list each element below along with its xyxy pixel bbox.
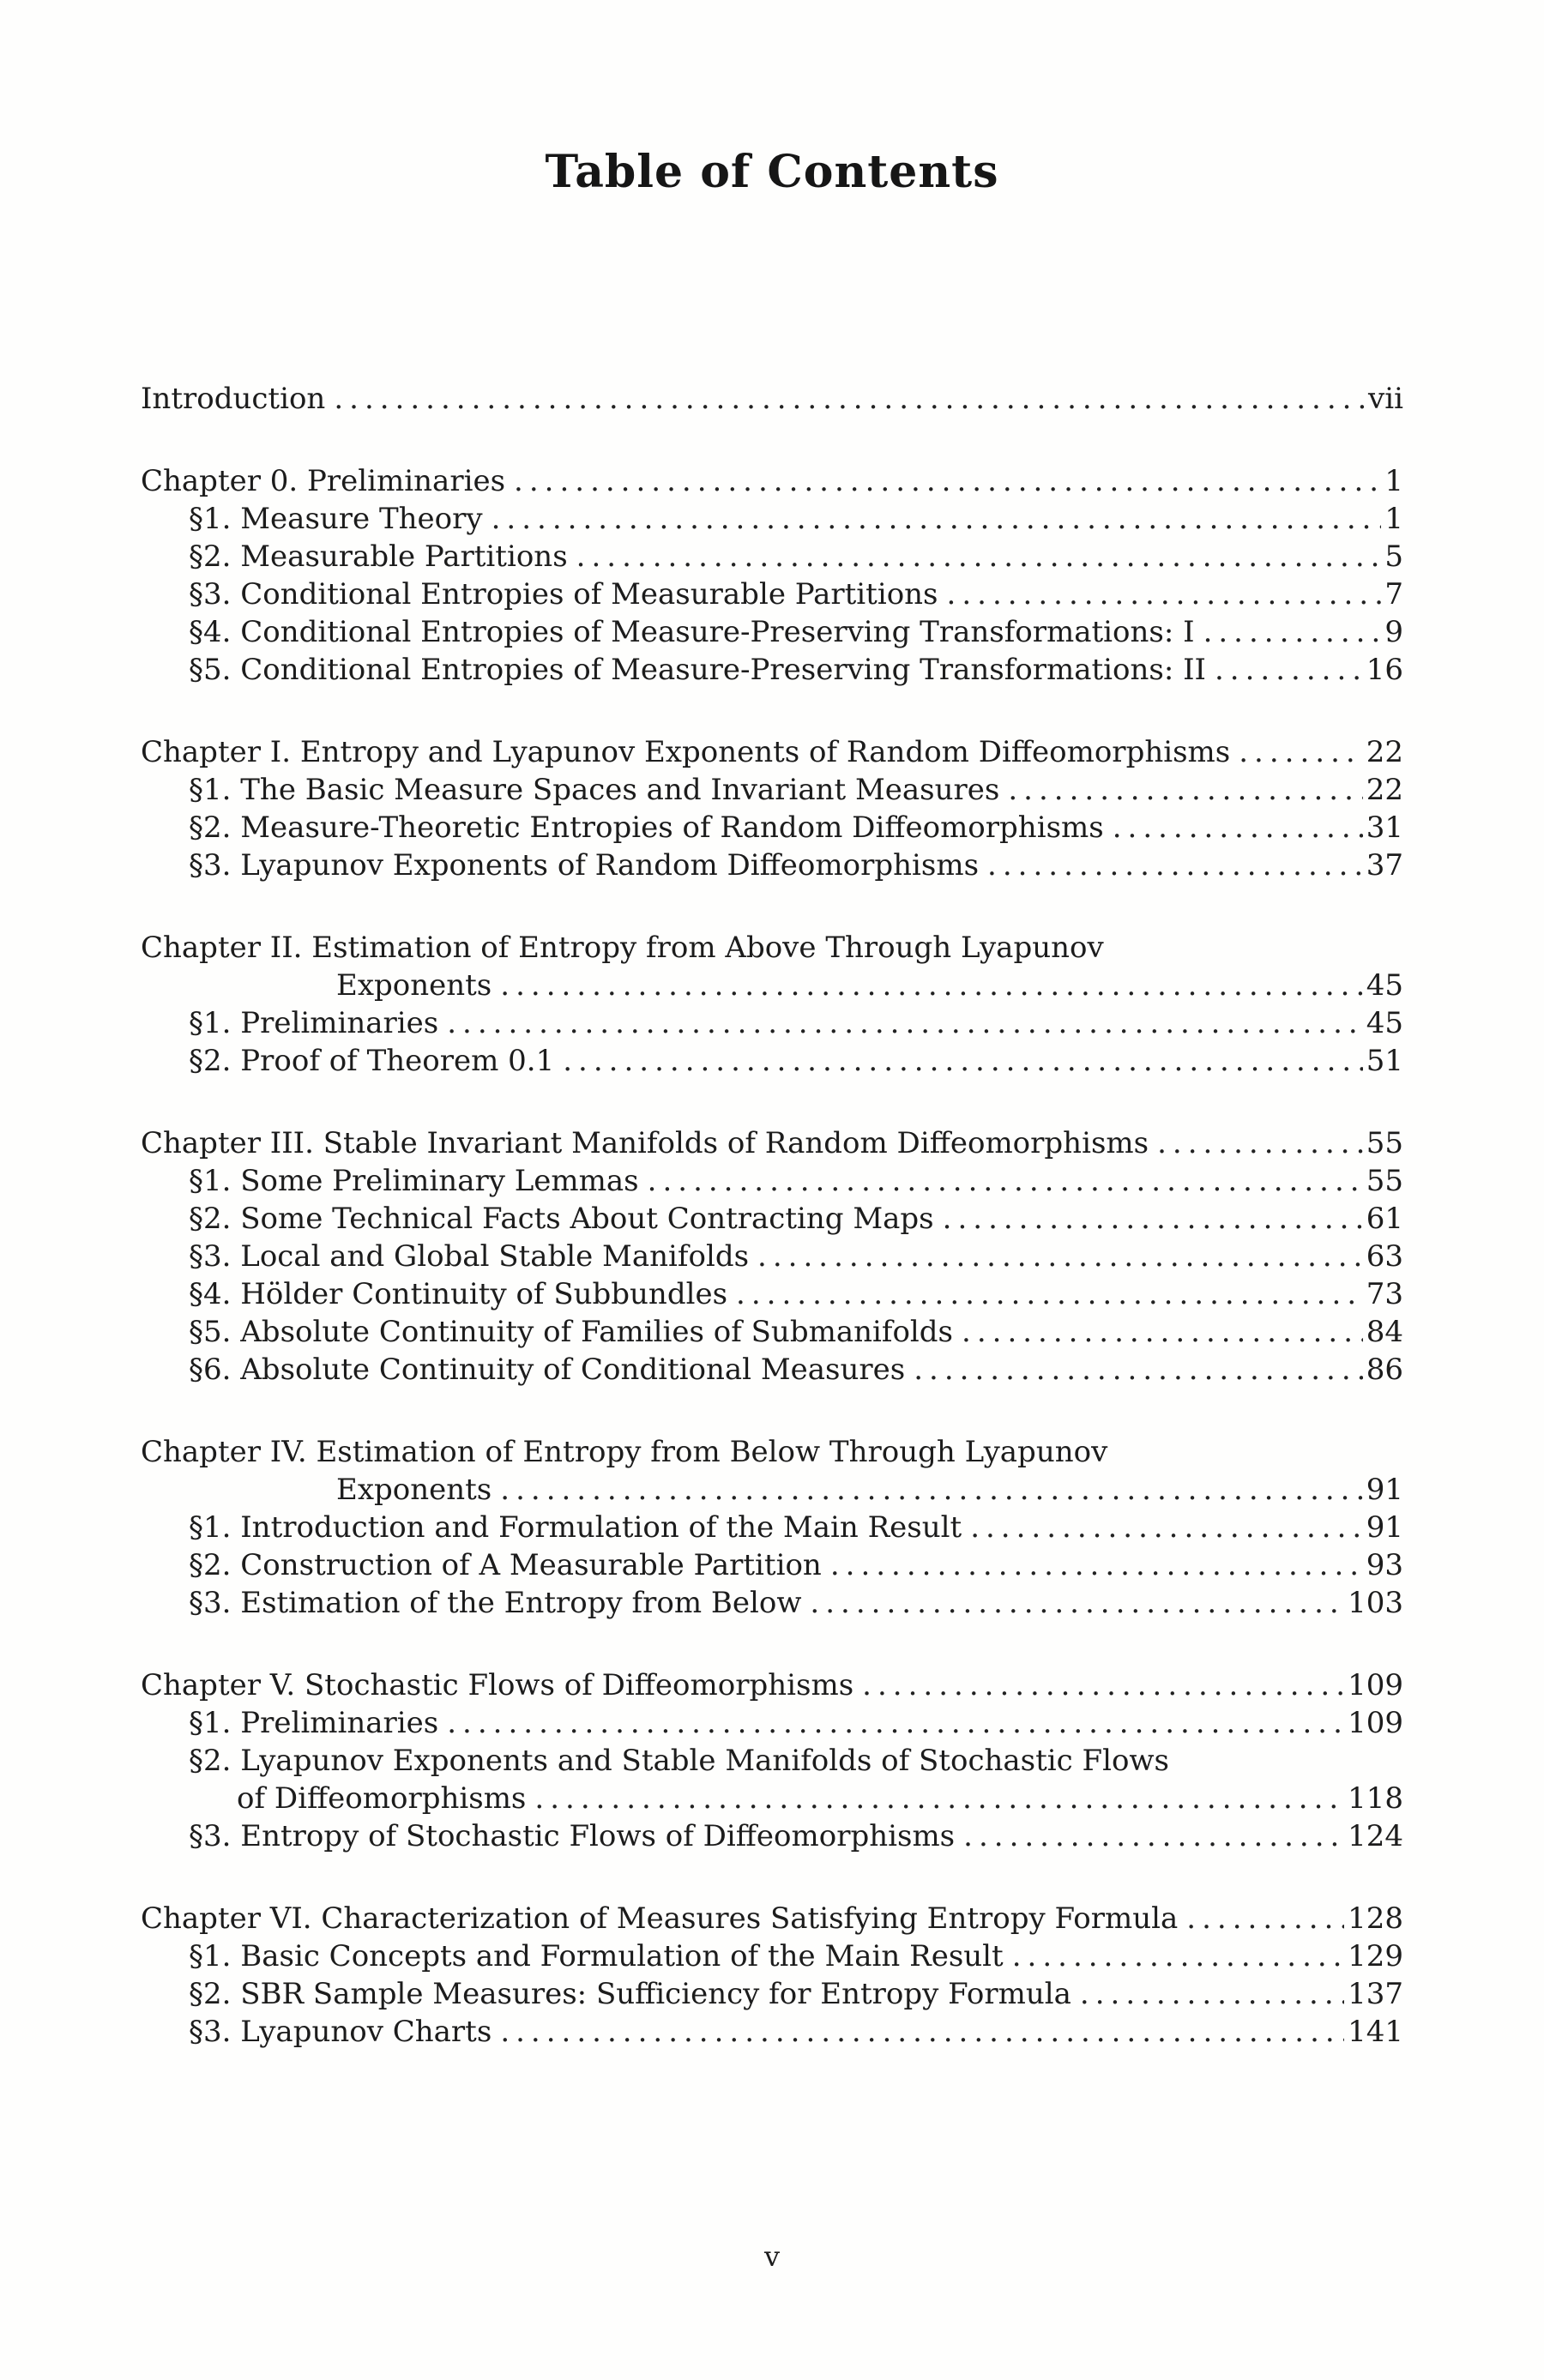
entry-title: §4. Conditional Entropies of Measure-Preserving Transformations: I xyxy=(189,615,1195,649)
entry-page-number: 31 xyxy=(1366,810,1403,845)
entry-title: §2. Lyapunov Exponents and Stable Manifolds of Stochastic Flows xyxy=(189,1744,1169,1778)
entry-page-number: 45 xyxy=(1366,1006,1403,1040)
entry-title: §1. Measure Theory xyxy=(189,502,483,536)
entry-page-number: 84 xyxy=(1366,1315,1403,1349)
toc-entry xyxy=(141,1433,1403,1471)
toc-entry xyxy=(141,1471,1403,1509)
toc-section-entry xyxy=(141,1509,1403,1546)
toc-section-entry xyxy=(141,771,1403,809)
toc-entry xyxy=(141,1780,1403,1817)
entry-title: §1. Introduction and Formulation of the Main Result xyxy=(189,1510,962,1545)
entry-page-number: 63 xyxy=(1366,1239,1403,1274)
dot-leader xyxy=(1239,733,1362,771)
entry-page-number: 1 xyxy=(1384,502,1403,536)
entry-title: Chapter VI. Characterization of Measures Satisfying Entropy Formula xyxy=(141,1901,1179,1936)
entry-page-number: 37 xyxy=(1366,848,1403,883)
toc-entry xyxy=(141,380,1403,418)
dot-leader xyxy=(1215,651,1363,689)
entry-title: Chapter II. Estimation of Entropy from Above Through Lyapunov xyxy=(141,931,1104,965)
toc-section-entry xyxy=(141,1937,1403,1975)
entry-title: §1. Basic Concepts and Formulation of the Main Result xyxy=(189,1939,1004,1973)
toc-entry xyxy=(141,1666,1403,1704)
dot-leader xyxy=(500,967,1362,1004)
entry-page-number: 51 xyxy=(1366,1044,1403,1078)
entry-title: of Diffeomorphisms xyxy=(237,1781,527,1816)
page-title: Table of Contents xyxy=(545,146,999,198)
entry-title: Introduction xyxy=(141,382,326,416)
entry-page-number: 124 xyxy=(1348,1819,1403,1853)
entry-title: §4. Hölder Continuity of Subbundles xyxy=(189,1277,728,1311)
toc-section-entry xyxy=(141,613,1403,651)
dot-leader xyxy=(1157,1124,1363,1162)
toc-section-entry xyxy=(141,1200,1403,1238)
entry-page-number: 103 xyxy=(1348,1586,1403,1620)
toc-section-entry xyxy=(141,1584,1403,1622)
toc-entry xyxy=(141,967,1403,1004)
dot-leader xyxy=(810,1584,1344,1622)
toc-entry xyxy=(141,1900,1403,1937)
entry-page-number: 1 xyxy=(1384,464,1403,498)
dot-leader xyxy=(500,1471,1362,1509)
dot-leader xyxy=(987,847,1363,884)
dot-leader xyxy=(576,538,1382,575)
entry-title: §1. Preliminaries xyxy=(189,1006,439,1040)
dot-leader xyxy=(1113,809,1363,847)
entry-title: Chapter IV. Estimation of Entropy from Below Through Lyapunov xyxy=(141,1435,1108,1469)
dot-leader xyxy=(563,1042,1363,1080)
dot-leader xyxy=(447,1704,1344,1742)
toc-section-entry xyxy=(141,651,1403,689)
dot-leader xyxy=(970,1509,1363,1546)
entry-title: Exponents xyxy=(336,1473,492,1507)
entry-page-number: 55 xyxy=(1366,1164,1403,1198)
footer-page-number: v xyxy=(763,2240,781,2273)
entry-page-number: 91 xyxy=(1366,1473,1403,1507)
dot-leader xyxy=(648,1162,1363,1200)
toc-section-entry xyxy=(141,809,1403,847)
toc-section-entry xyxy=(141,500,1403,538)
dot-leader xyxy=(736,1275,1363,1313)
entry-title: §3. Entropy of Stochastic Flows of Diffeomorphisms xyxy=(189,1819,956,1853)
entry-page-number: 22 xyxy=(1366,773,1403,807)
toc-section-entry xyxy=(141,1704,1403,1742)
dot-leader xyxy=(757,1238,1363,1275)
entry-title: §2. Measurable Partitions xyxy=(189,539,568,574)
dot-leader xyxy=(1186,1900,1344,1937)
dot-leader xyxy=(334,380,1365,418)
entry-title: Chapter V. Stochastic Flows of Diffeomorphisms xyxy=(141,1668,854,1702)
entry-page-number: 73 xyxy=(1366,1277,1403,1311)
entry-page-number: 7 xyxy=(1384,577,1403,612)
toc-section-entry xyxy=(141,1042,1403,1080)
toc-section-entry xyxy=(141,2013,1403,2051)
dot-leader xyxy=(1008,771,1362,809)
entry-title: §5. Conditional Entropies of Measure-Preserving Transformations: II xyxy=(189,653,1206,687)
entry-page-number: 16 xyxy=(1366,653,1403,687)
dot-leader xyxy=(1080,1975,1344,2013)
toc-list xyxy=(141,380,1403,2051)
toc-section-entry xyxy=(141,1742,1403,1780)
entry-page-number: 109 xyxy=(1348,1706,1403,1740)
entry-page-number: 9 xyxy=(1384,615,1403,649)
entry-page-number: 129 xyxy=(1348,1939,1403,1973)
toc-section-entry xyxy=(141,1238,1403,1275)
entry-title: Chapter III. Stable Invariant Manifolds of Random Diffeomorphisms xyxy=(141,1126,1149,1160)
dot-leader xyxy=(514,462,1381,500)
toc-section-entry xyxy=(141,575,1403,613)
toc-section-entry xyxy=(141,1313,1403,1351)
entry-title: §1. Some Preliminary Lemmas xyxy=(189,1164,639,1198)
dot-leader xyxy=(963,1817,1344,1855)
entry-page-number: 86 xyxy=(1366,1353,1403,1387)
entry-page-number: 61 xyxy=(1366,1202,1403,1236)
entry-page-number: 137 xyxy=(1348,1977,1403,2011)
toc-section-entry xyxy=(141,1975,1403,2013)
entry-page-number: 118 xyxy=(1348,1781,1403,1816)
entry-title: §6. Absolute Continuity of Conditional Measures xyxy=(189,1353,906,1387)
entry-page-number: 128 xyxy=(1348,1901,1403,1936)
toc-section-entry xyxy=(141,847,1403,884)
toc-entry xyxy=(141,1124,1403,1162)
entry-title: Chapter 0. Preliminaries xyxy=(141,464,506,498)
toc-entry xyxy=(141,929,1403,967)
toc-section-entry xyxy=(141,1817,1403,1855)
dot-leader xyxy=(534,1780,1344,1817)
entry-title: §3. Conditional Entropies of Measurable Partitions xyxy=(189,577,938,612)
dot-leader xyxy=(1012,1937,1344,1975)
entry-title: §2. Proof of Theorem 0.1 xyxy=(189,1044,555,1078)
entry-title: §2. Measure-Theoretic Entropies of Random Diffeomorphisms xyxy=(189,810,1104,845)
dot-leader xyxy=(914,1351,1363,1389)
entry-page-number: 22 xyxy=(1366,735,1403,769)
toc-section-entry xyxy=(141,1004,1403,1042)
dot-leader xyxy=(862,1666,1344,1704)
entry-page-number: 109 xyxy=(1348,1668,1403,1702)
dot-leader xyxy=(1203,613,1382,651)
entry-page-number: 93 xyxy=(1366,1548,1403,1582)
entry-title: §1. The Basic Measure Spaces and Invariant Measures xyxy=(189,773,1000,807)
entry-page-number: 55 xyxy=(1366,1126,1403,1160)
toc-section-entry xyxy=(141,538,1403,575)
toc-section-entry xyxy=(141,1546,1403,1584)
entry-title: §3. Lyapunov Exponents of Random Diffeomorphisms xyxy=(189,848,980,883)
entry-title: §5. Absolute Continuity of Families of Submanifolds xyxy=(189,1315,954,1349)
toc-entry xyxy=(141,733,1403,771)
dot-leader xyxy=(492,500,1382,538)
dot-leader xyxy=(500,2013,1344,2051)
dot-leader xyxy=(830,1546,1363,1584)
entry-title: §2. Construction of A Measurable Partition xyxy=(189,1548,822,1582)
toc-entry xyxy=(141,462,1403,500)
entry-page-number: vii xyxy=(1368,382,1403,416)
entry-title: §3. Lyapunov Charts xyxy=(189,2015,492,2049)
toc-section-entry xyxy=(141,1162,1403,1200)
toc-section-entry xyxy=(141,1351,1403,1389)
entry-page-number: 141 xyxy=(1348,2015,1403,2049)
entry-title: Exponents xyxy=(336,968,492,1003)
dot-leader xyxy=(962,1313,1363,1351)
dot-leader xyxy=(943,1200,1363,1238)
entry-title: §1. Preliminaries xyxy=(189,1706,439,1740)
entry-page-number: 91 xyxy=(1366,1510,1403,1545)
entry-page-number: 45 xyxy=(1366,968,1403,1003)
entry-title: §2. SBR Sample Measures: Sufficiency for Entropy Formula xyxy=(189,1977,1071,2011)
dot-leader xyxy=(447,1004,1363,1042)
toc-section-entry xyxy=(141,1275,1403,1313)
entry-page-number: 5 xyxy=(1384,539,1403,574)
dot-leader xyxy=(947,575,1382,613)
entry-title: §3. Local and Global Stable Manifolds xyxy=(189,1239,750,1274)
entry-title: Chapter I. Entropy and Lyapunov Exponents of Random Diffeomorphisms xyxy=(141,735,1231,769)
entry-title: §3. Estimation of the Entropy from Below xyxy=(189,1586,802,1620)
entry-title: §2. Some Technical Facts About Contracting Maps xyxy=(189,1202,934,1236)
